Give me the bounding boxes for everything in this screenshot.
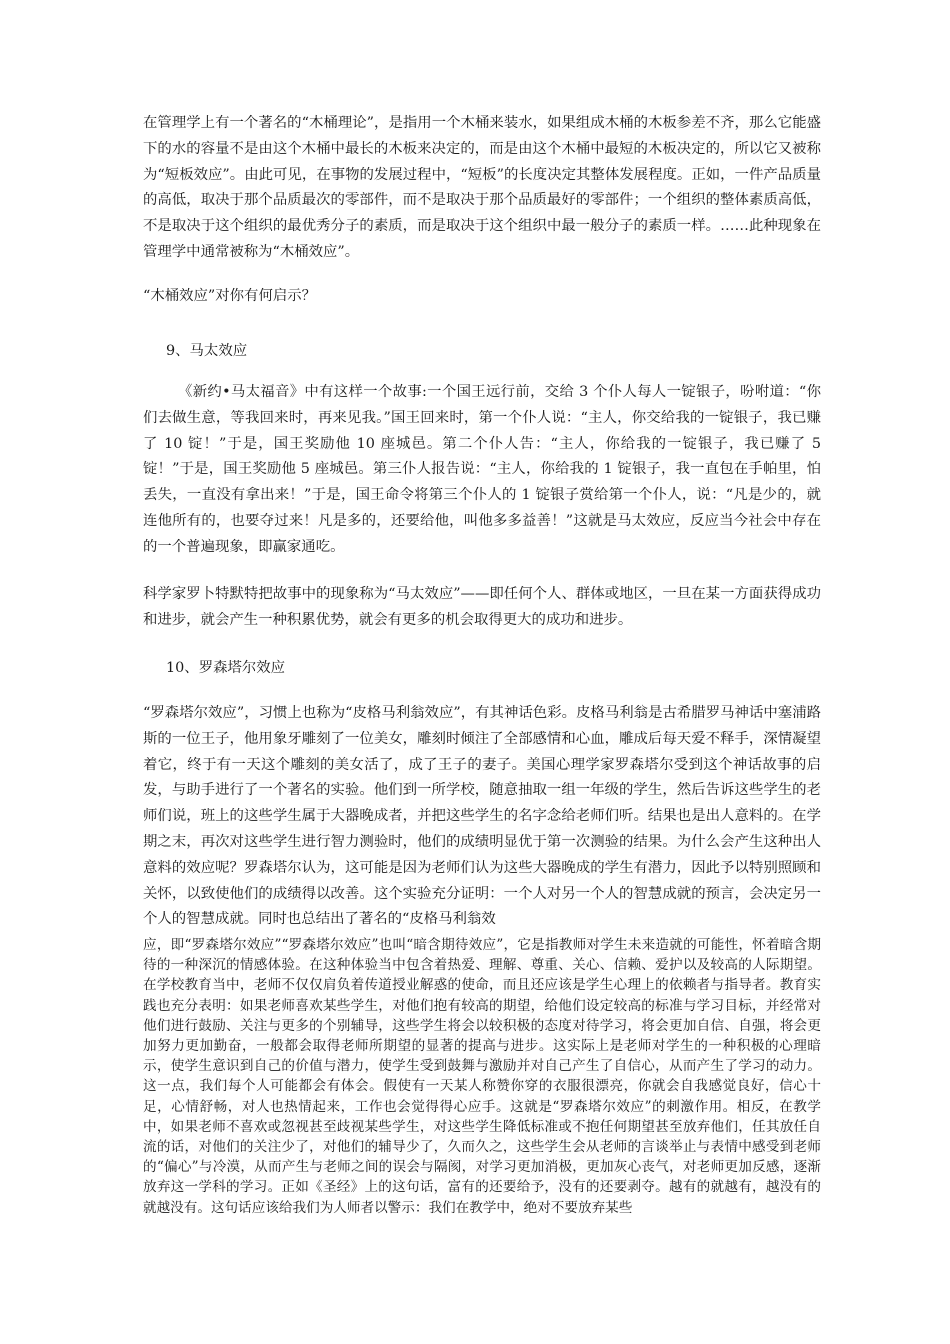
barrel-theory-paragraph: 在管理学上有一个著名的“木桶理论”，是指用一个木桶来装水，如果组成木桶的木板参差不齐，那么它能盛下的水的容量不是由这个木桶中最长的木板来决定的，而是由这个木桶中最短的木板决定的，所以它又被称为“短板效应”。由此可见，在事物的发展过程中，“短板”的长度决定其整体发展程度。正如，一件产品质量的高低，取决于那个品质最次的零部件，而不是取决于那个品质最好的零部件；一个组织的整体素质高低，不是取决于这个组织的最优秀分子的素质，而是取决于这个组织中最一般分子的素质一样。……此种现象在管理学中通常被称为“木桶效应”。 [143,115,821,260]
matthew-effect-heading: 9、马太效应 [166,343,248,359]
matthew-story-paragraph: 《新约•马太福音》中有这样一个故事:一个国王远行前，交给 3 个仆人每人一锭银子，吩咐道：“你们去做生意，等我回来时，再来见我。”国王回来时，第一个仆人说：“主人，你交给我的一锭银子，我已赚了 10 锭！”于是，国王奖励他 10 座城邑。第二个仆人告：“主人，你给我的一锭银子，我已赚了 5 锭！”于是，国王奖励他 5 座城邑。第三仆人报告说：“主人，你给我的 1 锭银子，我一直包在手帕里，怕丢失，一直没有拿出来！”于是，国王命令将第三个仆人的 1 锭银子赏给第一个仆人，说：“凡是少的，就连他所有的，也要夺过来！凡是多的，还要给他，叫他多多益善！”这就是马太效应，反应当今社会中存在的一个普遍现象，即赢家通吃。 [143,384,821,555]
barrel-question: “木桶效应”对你有何启示？ [143,288,317,304]
rosenthal-continued-paragraph: 应，即“罗森塔尔效应”“罗森塔尔效应”也叫“暗含期待效应”，它是指教师对学生未来造就的可能性，怀着暗含期待的一种深沉的情感体验。在这种体验当中包含着热爱、理解、尊重、关心、信赖、爱护以及较高的人际期望。在学校教育当中，老师不仅仅肩负着传道授业解惑的使命，而且还应该是学生心理上的依赖者与指导者。教育实践也充分表明：如果老师喜欢某些学生，对他们抱有较高的期望，给他们设定较高的标准与学习目标，并经常对他们进行鼓励、关注与更多的个别辅导，这些学生将会以较积极的态度对待学习，将会更加自信、自强，将会更加努力更加勤奋，一般都会取得老师所期望的显著的提高与进步。这实际上是老师对学生的一种积极的心理暗示，使学生意识到自己的价值与潜力，使学生受到鼓舞与激励并对自己产生了自信心，从而产生了学习的动力。这一点，我们每个人可能都会有体会。假使有一天某人称赞你穿的衣服很漂亮，你就会自我感觉良好，信心十足，心情舒畅，对人也热情起来，工作也会觉得得心应手。这就是“罗森塔尔效应”的刺激作用。相反，在教学中，如果老师不喜欢或忽视甚至歧视某些学生，对这些学生降低标准或不抱任何期望甚至放弃他们，任其放任自流的话，对他们的关注少了，对他们的辅导少了，久而久之，这些学生会从老师的言谈举止与表情中感受到老师的“偏心”与冷漠，从而产生与老师之间的误会与隔阂，对学习更加消极，更加灰心丧气，对老师更加反感，逐渐放弃这一学科的学习。正如《圣经》上的这句话，富有的还要给予，没有的还要剥夺。越有的就越有，越没有的就越没有。这句话应该给我们为人师者以警示：我们在教学中，绝对不要放弃某些 [143,937,821,1216]
rosenthal-story-paragraph: “罗森塔尔效应”，习惯上也称为“皮格马利翁效应”，有其神话色彩。皮格马利翁是古希腊罗马神话中塞浦路斯的一位王子，他用象牙雕刻了一位美女，雕刻时倾注了全部感情和心血，雕成后每天爱不释手，深情凝望着它，终于有一天这个雕刻的美女活了，成了王子的妻子。美国心理学家罗森塔尔受到这个神话故事的启发，与助手进行了一个著名的实验。他们到一所学校，随意抽取一组一年级的学生，然后告诉这些学生的老师们说，班上的这些学生属于大器晚成者，并把这些学生的名字念给老师们听。结果也是出人意料的。在学期之末，再次对这些学生进行智力测验时，他们的成绩明显优于第一次测验的结果。为什么会产生这种出人意料的效应呢？罗森塔尔认为，这可能是因为老师们认为这些大器晚成的学生有潜力，因此予以特别照顾和关怀，以致使他们的成绩得以改善。这个实验充分证明：一个人对另一个人的智慧成就的预言，会决定另一个人的智慧成就。同时也总结出了著名的“皮格马利翁效 [143,705,821,928]
matthew-merton-paragraph: 科学家罗卜特默特把故事中的现象称为“马太效应”——即任何个人、群体或地区，一旦在某一方面获得成功和进步，就会产生一种积累优势，就会有更多的机会取得更大的成功和进步。 [143,586,821,628]
rosenthal-effect-heading: 10、罗森塔尔效应 [166,660,286,676]
